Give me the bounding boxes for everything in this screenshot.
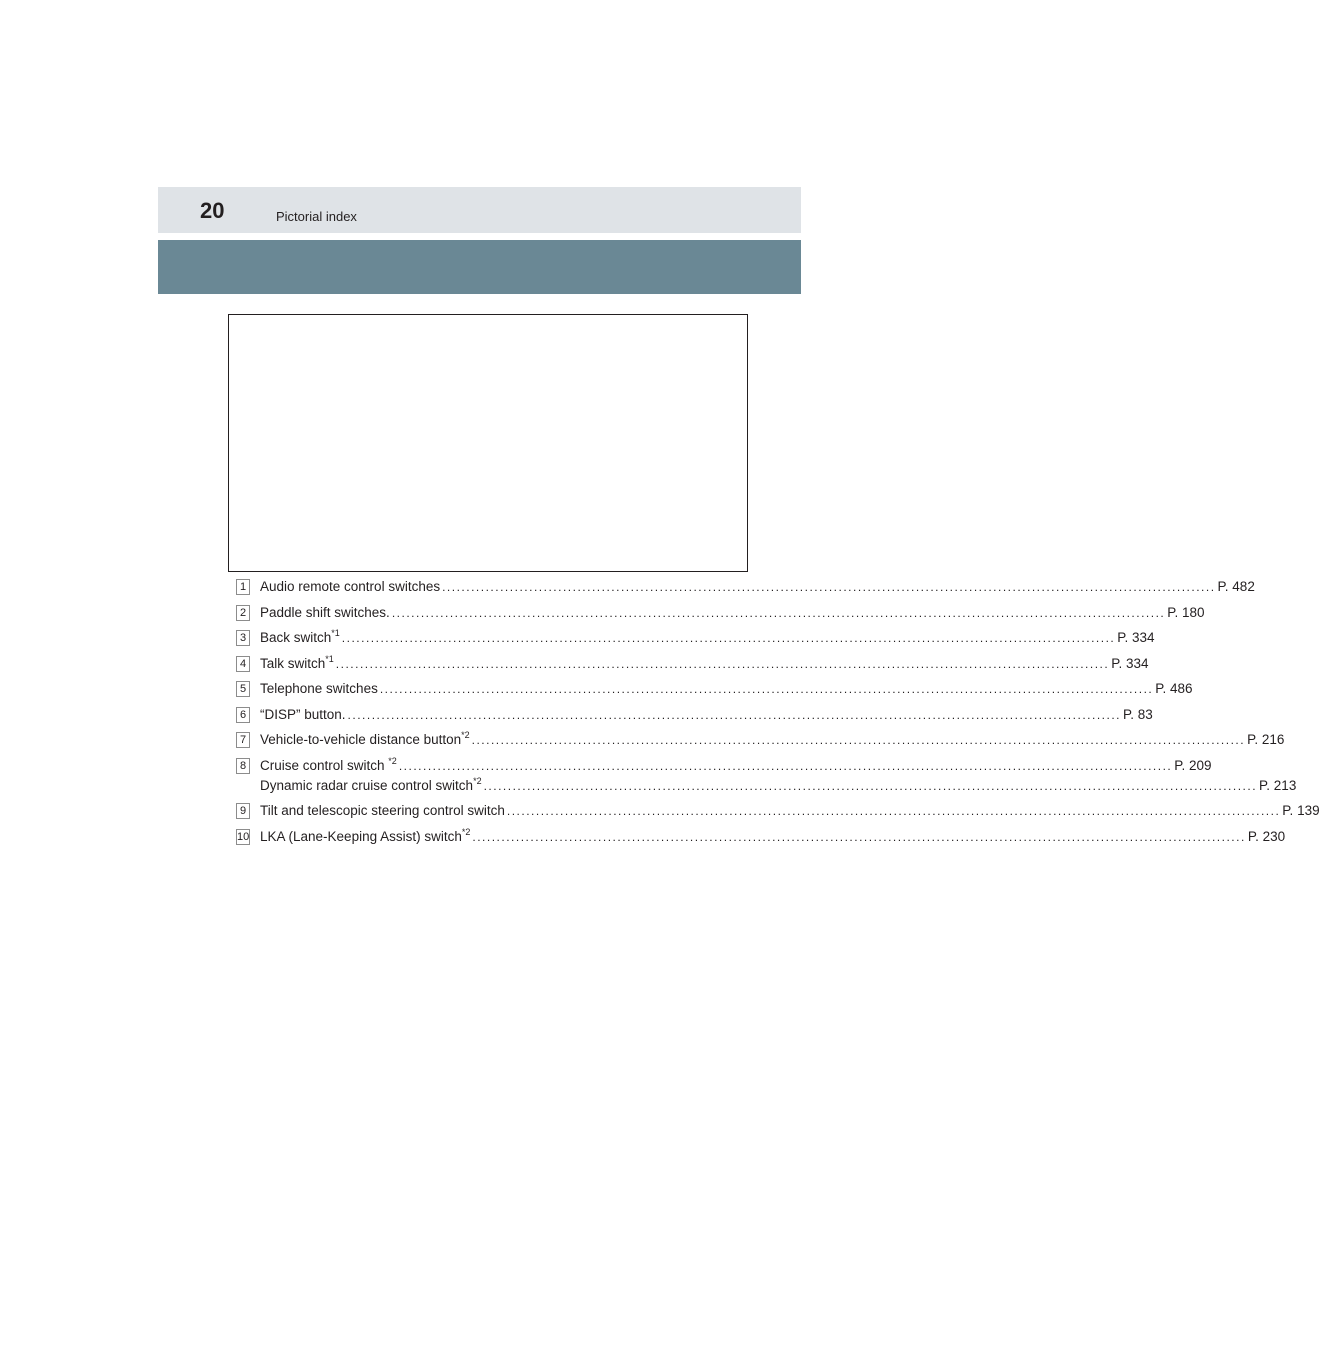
title-band [158,240,801,294]
page-reference: P. 216 [1247,732,1285,747]
entry-label [260,577,440,597]
index-entry [236,801,1320,821]
page-reference: P. 209 [1174,757,1212,773]
entry-label-text: Tilt and telescopic steering control switch [260,803,505,818]
entry-line [260,679,1193,699]
footnote-marker: *2 [461,826,471,837]
page-reference: P. 83 [1122,706,1153,722]
entry-line [260,653,1149,674]
entry-label [260,730,470,750]
figure-frame [228,314,748,572]
dot-leader: ................................................................................................................................................................ [335,656,1110,671]
entry-label-text: Talk switch [260,655,326,671]
dot-leader: ................................................................................................................................................................ [442,580,1216,594]
entry-label [260,776,482,796]
item-number-badge: 5 [236,681,250,697]
entry-line [260,801,1320,821]
dot-leader: ................................................................................................................................................................ [391,605,1166,620]
entry-label-text: Cruise control switch [260,757,389,773]
entry-label-text: LKA (Lane-Keeping Assist) switch [260,828,462,844]
page-reference: P. 334 [1111,655,1149,671]
entry-label-text: Telephone switches [260,681,378,696]
page-reference: P. 213 [1259,777,1297,793]
index-list [236,577,1320,847]
index-entry [236,730,1285,750]
entry-label [260,801,505,821]
entry-label-text: Vehicle-to-vehicle distance button [260,732,462,747]
item-number-badge: 3 [236,630,250,646]
page-reference: P. 334 [1117,630,1155,645]
entry-line [260,628,1155,648]
entry-label [260,603,390,623]
entry-label [260,679,378,699]
dot-leader: ................................................................................................................................................................ [483,778,1258,793]
item-number-badge: 9 [236,803,250,819]
entry-label-text: Dynamic radar cruise control switch [260,777,474,793]
index-entry [236,705,1153,725]
footnote-marker: *1 [325,653,334,664]
entry-line [260,577,1255,597]
entry-line [260,755,1212,776]
entry-label [260,628,340,648]
footnote-marker: *2 [461,730,470,740]
dot-leader: ................................................................................................................................................................ [347,707,1121,722]
page-reference: P. 139 [1282,803,1320,818]
index-entry [236,603,1205,623]
entry-line [260,775,1297,796]
footnote-marker: *2 [388,755,397,766]
index-entry [236,679,1193,699]
dot-leader: ................................................................................................................................................................ [471,733,1246,747]
entry-line [260,730,1285,750]
entry-label-text: Back switch [260,630,332,645]
dot-leader: ................................................................................................................................................................ [398,758,1173,773]
entry-label-text: “DISP” button. [260,706,346,722]
page-reference: P. 486 [1155,681,1193,696]
entry-line [260,603,1205,623]
entry-line [260,705,1153,725]
index-entry [236,628,1155,648]
item-number-badge: 6 [236,707,250,723]
entry-label [260,756,397,776]
page-reference: P. 482 [1217,579,1255,594]
entry-label [260,705,346,725]
dot-leader: ................................................................................................................................................................ [472,829,1246,844]
page-reference: P. 230 [1247,828,1286,844]
section-title: Pictorial index [276,209,357,224]
index-entry [236,826,1286,847]
item-number-badge: 1 [236,579,250,595]
item-number-badge: 7 [236,732,250,748]
index-entry [236,755,1297,796]
page-header [158,187,801,233]
footnote-marker: *2 [473,775,482,786]
item-number-badge: 2 [236,605,250,621]
entry-label-text: Paddle shift switches. [260,604,390,620]
dot-leader: ................................................................................................................................................................ [341,631,1116,645]
item-number-badge: 10 [237,830,250,843]
entry-label [260,654,334,674]
footnote-marker: *1 [331,628,340,638]
page-number: 20 [200,198,225,223]
entry-label [260,827,470,847]
index-entry [236,577,1255,597]
index-entry [236,653,1149,674]
page-reference: P. 180 [1167,604,1205,620]
dot-leader: ................................................................................................................................................................ [379,682,1154,696]
item-number-badge: 8 [236,758,250,774]
dot-leader: ................................................................................................................................................................ [506,804,1281,818]
entry-label-text: Audio remote control switches [260,579,441,594]
item-number-badge: 4 [236,656,250,672]
entry-line [260,826,1286,847]
